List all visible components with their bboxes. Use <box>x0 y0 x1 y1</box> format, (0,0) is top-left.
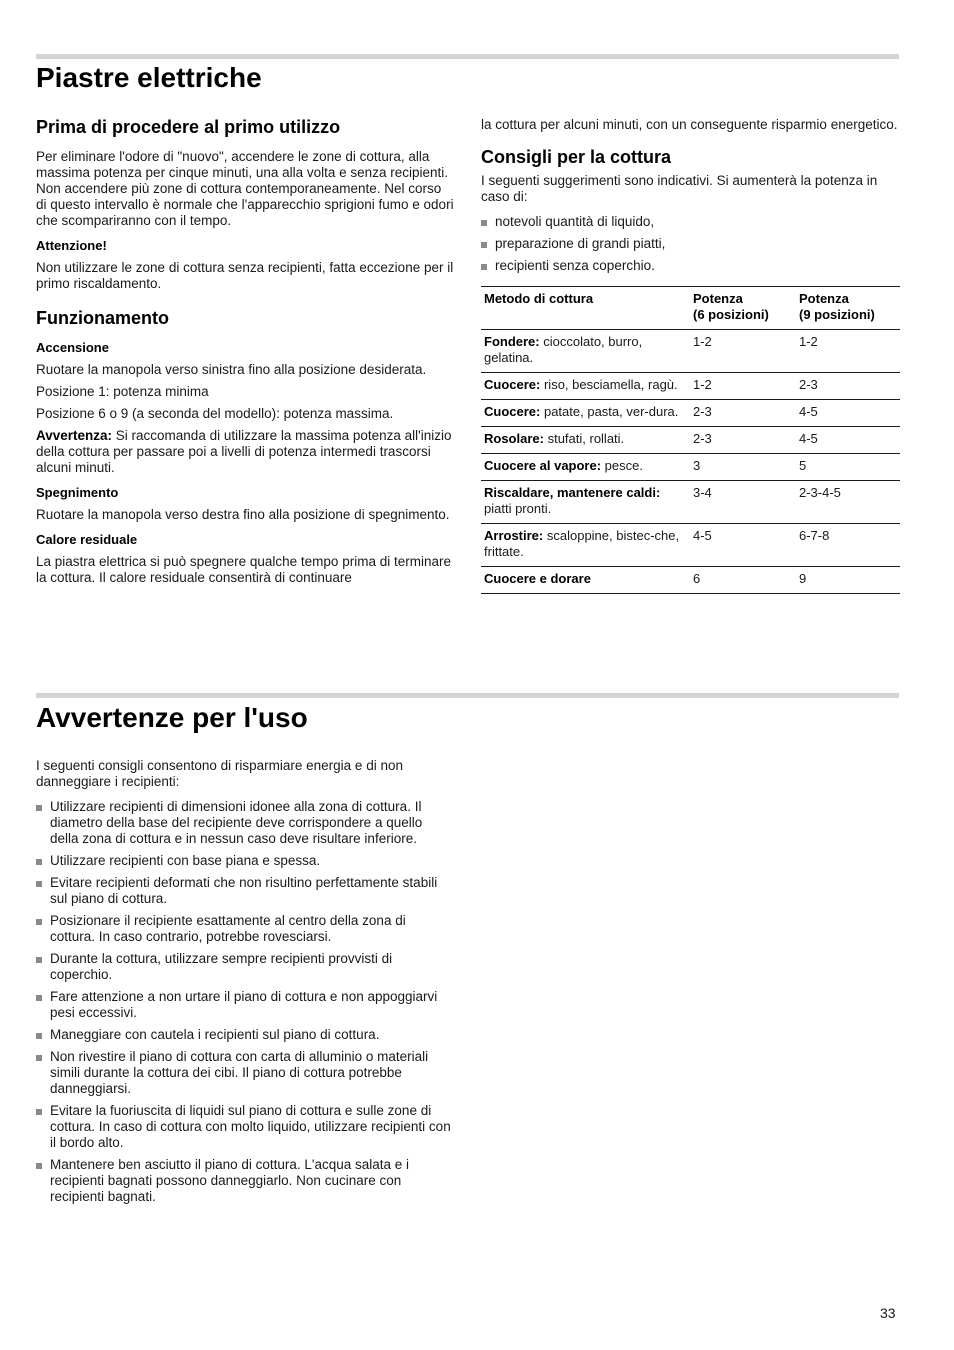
table-row <box>481 567 900 594</box>
header-metodo: Metodo di cottura <box>481 287 690 330</box>
heading-prima-utilizzo: Prima di procedere al primo utilizzo <box>36 117 341 137</box>
list-item: Mantenere ben asciutto il piano di cottura. L'acqua salata e i recipienti bagnati possono danneggiarlo. Non cucinare con recipienti bagnati. <box>36 1157 454 1205</box>
cell-potenza-9: 9 <box>796 567 900 594</box>
section-title-piastre: Piastre elettriche <box>36 62 262 93</box>
paragraph-posizione-6-9: Posizione 6 o 9 (a seconda del modello): potenza massima. <box>36 406 394 421</box>
heading-consigli-cottura: Consigli per la cottura <box>481 147 672 167</box>
cell-potenza-9: 2-3-4-5 <box>796 481 900 524</box>
section-title-avvertenze: Avvertenze per l'uso <box>36 702 308 733</box>
cell-metodo-text: scaloppine, bistec-che, frittate. <box>484 528 680 559</box>
table-row <box>481 330 900 373</box>
cell-metodo-text: stufati, rollati. <box>543 431 625 446</box>
cell-potenza-9: 5 <box>796 454 900 481</box>
cell-metodo-bold: Riscaldare, mantenere caldi: <box>484 485 661 500</box>
heading-attenzione: Attenzione! <box>36 238 107 253</box>
avvertenza-label: Avvertenza: <box>36 428 113 443</box>
list-item: recipienti senza coperchio. <box>481 258 901 274</box>
section-rule-bottom <box>36 693 899 698</box>
cell-metodo-text: riso, besciamella, ragù. <box>540 377 678 392</box>
list-item: Non rivestire il piano di cottura con carta di alluminio o materiali simili durante la cottura dei cibi. Il piano di cottura potrebbe danneggiarsi. <box>36 1049 454 1097</box>
list-item: Utilizzare recipienti di dimensioni idonee alla zona di cottura. Il diametro della base del recipiente deve corrispondere a quello della zona di cottura e in nessun caso deve risultare inferiore. <box>36 799 454 847</box>
table-row <box>481 481 900 524</box>
cell-metodo <box>481 427 690 454</box>
cell-potenza-9: 4-5 <box>796 400 900 427</box>
paragraph-accensione: Ruotare la manopola verso sinistra fino alla posizione desiderata. <box>36 362 427 377</box>
cell-metodo-text: piatti pronti. <box>484 501 552 516</box>
list-item: Utilizzare recipienti con base piana e spessa. <box>36 853 454 869</box>
cell-metodo <box>481 567 690 594</box>
paragraph-consigli: I seguenti suggerimenti sono indicativi. Si aumenterà la potenza in caso di: <box>481 173 878 204</box>
cell-potenza-9: 2-3 <box>796 373 900 400</box>
paragraph-calore-residuale: La piastra elettrica si può spegnere qualche tempo prima di terminare la cottura. Il calore residuale consentirà di continuare <box>36 554 451 585</box>
header-potenza-6: Potenza (6 posizioni) <box>690 287 796 330</box>
paragraph-attenzione: Non utilizzare le zone di cottura senza recipienti, fatta eccezione per il primo riscaldamento. <box>36 260 454 291</box>
paragraph-avvertenza <box>36 428 454 476</box>
paragraph-avvertenze-intro: I seguenti consigli consentono di risparmiare energia e di non danneggiare i recipienti: <box>36 758 403 789</box>
heading-spegnimento: Spegnimento <box>36 485 119 500</box>
list-item: Evitare recipienti deformati che non risultino perfettamente stabili sul piano di cottura. <box>36 875 454 907</box>
paragraph-prima-utilizzo: Per eliminare l'odore di "nuovo", accendere le zone di cottura, alla massima potenza per cinque minuti, una alla volta e senza recipienti. Non accendere più zone di cottura contemporaneamente. Nel corso di questo intervallo è normale che l'apparecchio sprigioni fumo e odori che scompariranno con il tempo. <box>36 149 454 228</box>
table-row <box>481 427 900 454</box>
list-item: preparazione di grandi piatti, <box>481 236 901 252</box>
table-header-row <box>481 287 900 330</box>
cell-potenza-6: 3 <box>690 454 796 481</box>
header-potenza-9: Potenza (9 posizioni) <box>796 287 900 330</box>
heading-funzionamento: Funzionamento <box>36 308 169 328</box>
cell-metodo-bold: Cuocere al vapore: <box>484 458 602 473</box>
cell-metodo-bold: Cuocere e dorare <box>484 571 591 586</box>
paragraph-spegnimento: Ruotare la manopola verso destra fino alla posizione di spegnimento. <box>36 507 450 522</box>
cell-potenza-6: 2-3 <box>690 400 796 427</box>
cell-potenza-9: 4-5 <box>796 427 900 454</box>
heading-calore-residuale: Calore residuale <box>36 532 138 547</box>
cell-metodo-bold: Fondere: <box>484 334 540 349</box>
cell-metodo-bold: Cuocere: <box>484 404 541 419</box>
cell-metodo-bold: Arrostire: <box>484 528 544 543</box>
list-item: Maneggiare con cautela i recipienti sul piano di cottura. <box>36 1027 454 1043</box>
list-avvertenze <box>36 799 454 1205</box>
cell-potenza-6: 1-2 <box>690 330 796 373</box>
right-column <box>481 117 901 594</box>
cell-metodo <box>481 524 690 567</box>
paragraph-posizione-1: Posizione 1: potenza minima <box>36 384 209 399</box>
cell-potenza-6: 4-5 <box>690 524 796 567</box>
list-item: notevoli quantità di liquido, <box>481 214 901 230</box>
table-body <box>481 330 900 594</box>
cell-potenza-9: 1-2 <box>796 330 900 373</box>
cell-metodo-bold: Rosolare: <box>484 431 544 446</box>
table-row <box>481 400 900 427</box>
cell-potenza-9: 6-7-8 <box>796 524 900 567</box>
section-rule-top <box>36 54 899 59</box>
cell-metodo <box>481 330 690 373</box>
heading-accensione: Accensione <box>36 340 109 355</box>
list-item: Evitare la fuoriuscita di liquidi sul piano di cottura e sulle zone di cottura. In caso di cottura con molto liquido, utilizzare recipienti con il bordo alto. <box>36 1103 454 1151</box>
paragraph-calore-continua: la cottura per alcuni minuti, con un conseguente risparmio energetico. <box>481 117 898 132</box>
cell-metodo-text: patate, pasta, ver-dura. <box>540 404 679 419</box>
cell-metodo-bold: Cuocere: <box>484 377 541 392</box>
cell-metodo-text: cioccolato, burro, gelatina. <box>484 334 643 365</box>
cell-potenza-6: 2-3 <box>690 427 796 454</box>
left-column <box>36 116 454 592</box>
cell-potenza-6: 1-2 <box>690 373 796 400</box>
table-row <box>481 454 900 481</box>
cell-metodo-text: pesce. <box>601 458 643 473</box>
cell-potenza-6: 6 <box>690 567 796 594</box>
table-row <box>481 373 900 400</box>
cell-metodo <box>481 400 690 427</box>
cooking-table <box>481 286 900 594</box>
cell-metodo <box>481 454 690 481</box>
list-consigli <box>481 214 901 274</box>
cell-metodo <box>481 373 690 400</box>
cell-potenza-6: 3-4 <box>690 481 796 524</box>
list-item: Durante la cottura, utilizzare sempre recipienti provvisti di coperchio. <box>36 951 454 983</box>
page-number: 33 <box>880 1305 896 1321</box>
table-row <box>481 524 900 567</box>
list-item: Fare attenzione a non urtare il piano di cottura e non appoggiarvi pesi eccessivi. <box>36 989 454 1021</box>
avvertenza-text: Si raccomanda di utilizzare la massima potenza all'inizio della cottura per passare poi a livelli di potenza intermedi trascorsi alcuni minuti. <box>36 428 452 475</box>
list-item: Posizionare il recipiente esattamente al centro della zona di cottura. In caso contrario, potrebbe rovesciarsi. <box>36 913 454 945</box>
avvertenze-column <box>36 758 454 1211</box>
cell-metodo <box>481 481 690 524</box>
